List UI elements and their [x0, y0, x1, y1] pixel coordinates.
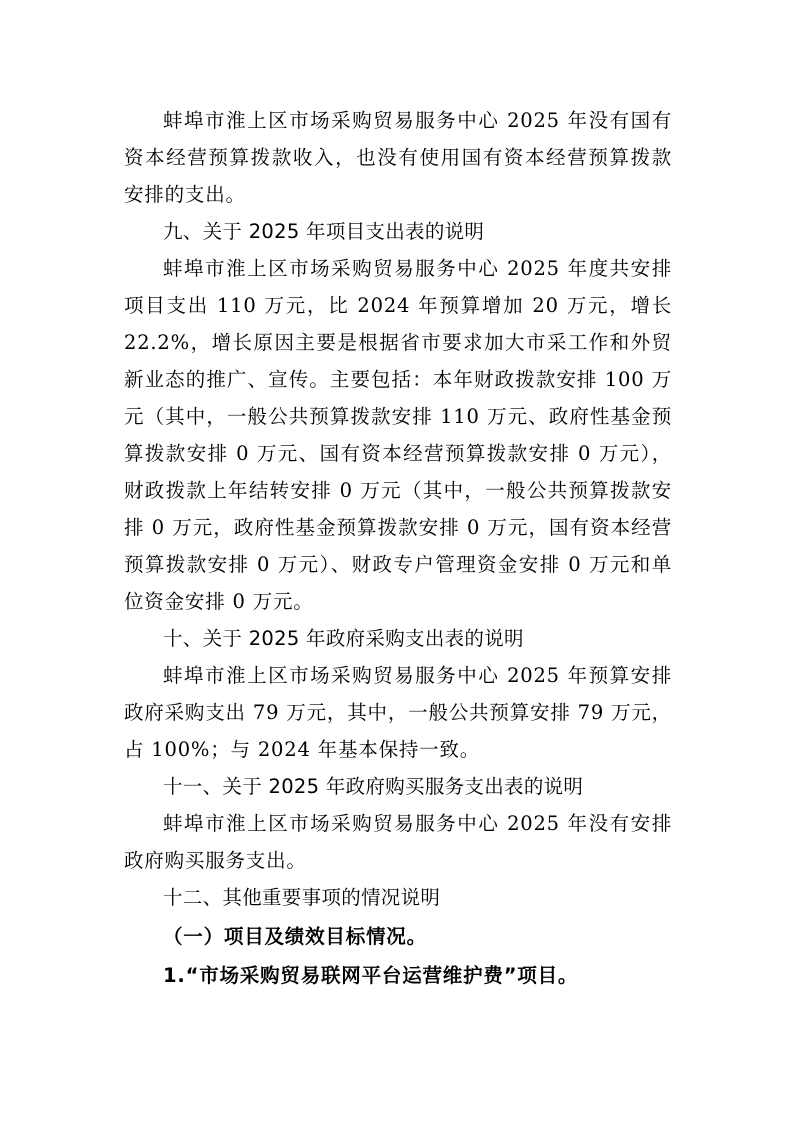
heading-section-12: 十二、其他重要事项的情况说明	[163, 886, 441, 909]
paragraph-purchased-services: 蚌埠市淮上区市场采购贸易服务中心 2025 年没有安排政府购买服务支出。	[124, 812, 672, 872]
heading-section-9: 九、关于 2025 年项目支出表的说明	[163, 220, 485, 243]
heading-section-11: 十一、关于 2025 年政府购买服务支出表的说明	[163, 775, 584, 798]
subheading-platform-project: 1.“市场采购贸易联网平台运营维护费”项目。	[163, 964, 579, 987]
subheading-project-performance: （一）项目及绩效目标情况。	[163, 925, 427, 948]
paragraph-project-expenditure: 蚌埠市淮上区市场采购贸易服务中心 2025 年度共安排项目支出 110 万元，比 2024 年预算增加 20 万元，增长 22.2%，增长原因主要是根据省市要求加大市采工作和外贸新业态的推广、宣传。主要包括：本年财政拨款安排 100 万元（其中，一般公共预算拨款安排 110 万元、政府性基金预算拨款安排 0 万元、国有资本经营预算拨款安排 0 万元），财政拨款上年结转安排 0 万元（其中，一般公共预算拨款安排 0 万元，政府性基金预算拨款安排 0 万元，国有资本经营预算拨款安排 0 万元）、财政专户管理资金安排 0 万元和单位资金安排 0 万元。	[124, 257, 672, 613]
heading-section-10: 十、关于 2025 年政府采购支出表的说明	[163, 627, 524, 650]
paragraph-state-capital-budget: 蚌埠市淮上区市场采购贸易服务中心 2025 年没有国有资本经营预算拨款收入，也没有使用国有资本经营预算拨款安排的支出。	[124, 109, 672, 206]
paragraph-government-procurement: 蚌埠市淮上区市场采购贸易服务中心 2025 年预算安排政府采购支出 79 万元，其中，一般公共预算安排 79 万元，占 100%；与 2024 年基本保持一致。	[124, 664, 672, 761]
